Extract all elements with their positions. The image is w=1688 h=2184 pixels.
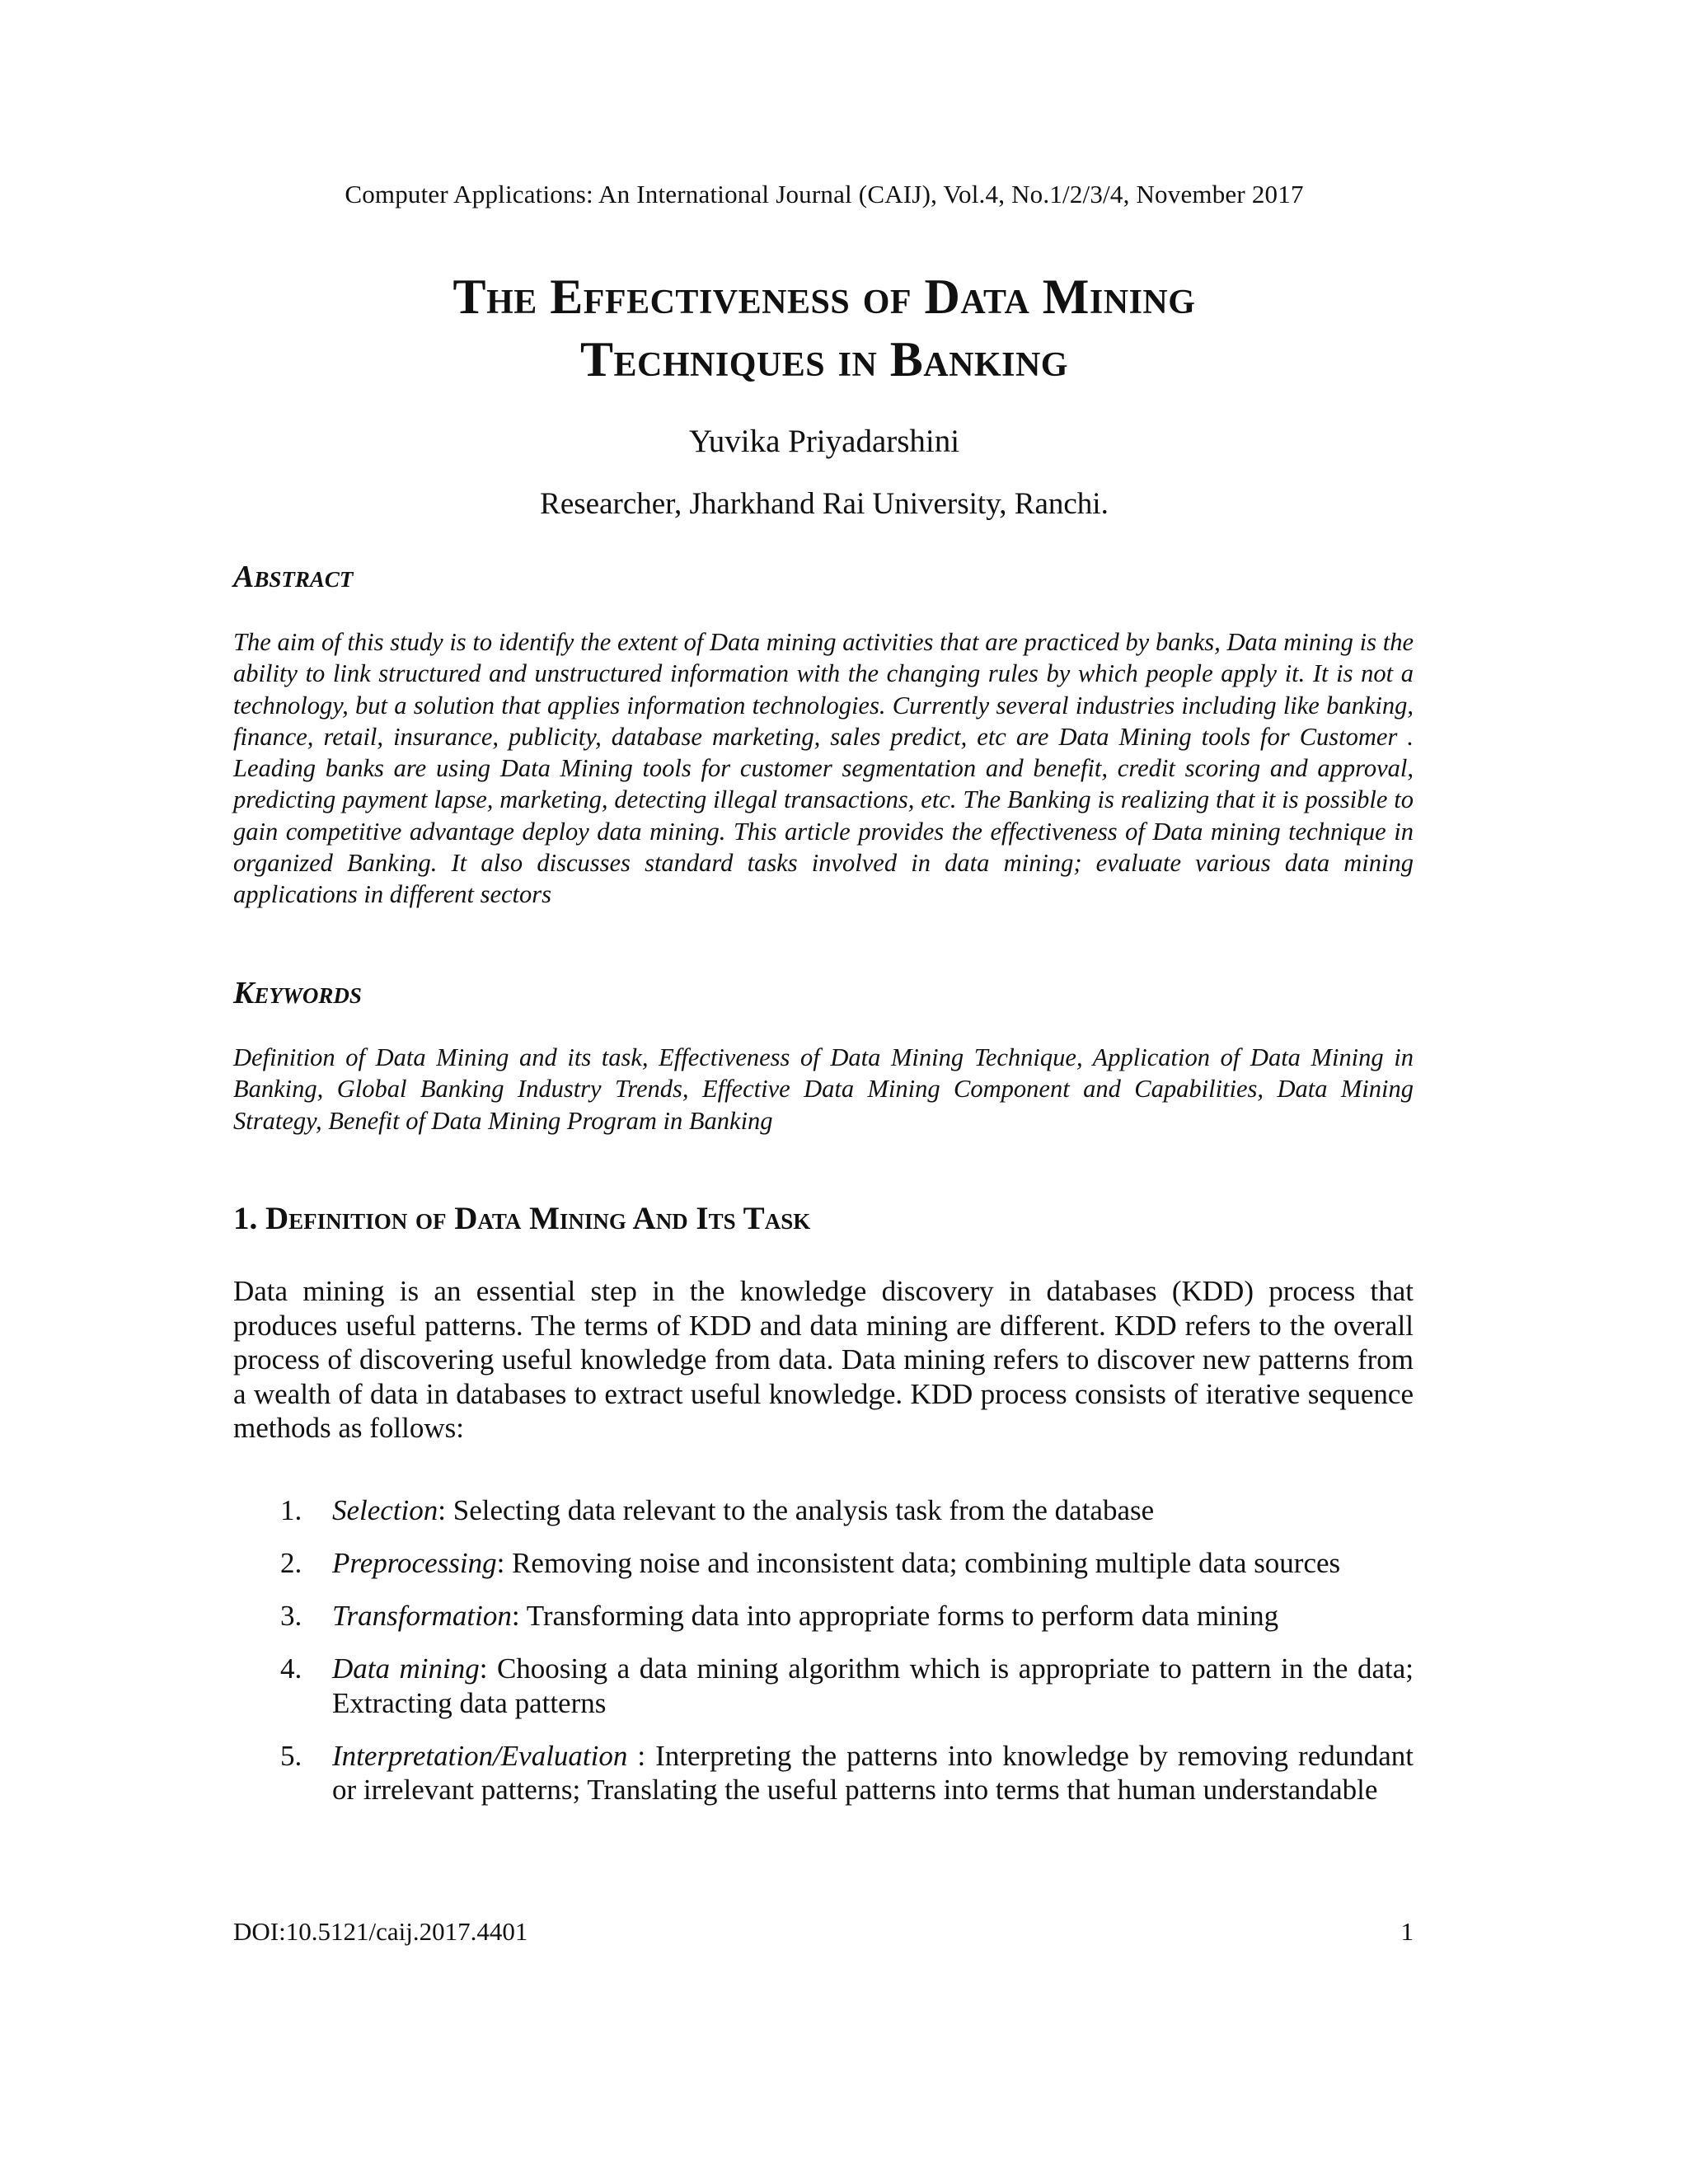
list-item: [233, 1546, 1414, 1581]
footer-page-number: 1: [1400, 1917, 1414, 1946]
list-item-term: Interpretation/Evaluation: [332, 1739, 628, 1772]
list-item-term: Data mining: [332, 1652, 480, 1685]
keywords-heading: Keywords: [233, 976, 362, 1010]
paper-title: [0, 265, 1648, 391]
title-line-1: The Effectiveness of Data Mining: [452, 269, 1196, 324]
author-name: Yuvika Priyadarshini: [688, 424, 960, 459]
list-item-term: Preprocessing: [332, 1547, 497, 1579]
list-item-term: Selection: [332, 1494, 438, 1526]
list-item-term: Transformation: [332, 1600, 512, 1632]
list-item-description: : Choosing a data mining algorithm which is appropriate to pattern in the data; Extracting data patterns: [332, 1652, 1414, 1719]
abstract-text: The aim of this study is to identify the extent of Data mining activities that are practiced by banks, Data mining is the ability to link structured and unstructured information with the changing rules by which people apply it. It is not a technology, but a solution that applies information technologies. Currently several industries including like banking, finance, retail, insurance, publicity, database marketing, sales predict, etc are Data Mining tools for Customer . Leading banks are using Data Mining tools for customer segmentation and benefit, credit scoring and approval, predicting payment lapse, marketing, detecting illegal transactions, etc. The Banking is realizing that it is possible to gain competitive advantage deploy data mining. This article provides the effectiveness of Data mining technique in organized Banking. It also discusses standard tasks involved in data mining; evaluate various data mining applications in different sectors: [233, 628, 1414, 909]
list-item: [233, 1739, 1414, 1807]
list-item-number: 5.: [280, 1739, 302, 1772]
author-affiliation: Researcher, Jharkhand Rai University, Ranchi.: [540, 487, 1109, 521]
abstract-heading: Abstract: [233, 560, 354, 594]
list-item-description: : Transforming data into appropriate forms to perform data mining: [511, 1600, 1279, 1632]
list-item-number: 2.: [280, 1547, 302, 1579]
list-item: [233, 1652, 1414, 1720]
list-item: [233, 1493, 1414, 1528]
list-item-number: 4.: [280, 1652, 302, 1685]
title-line-2: Techniques in Banking: [580, 332, 1068, 387]
list-item: [233, 1599, 1414, 1633]
kdd-steps-list: [233, 1493, 1414, 1825]
journal-header: Computer Applications: An International Journal (CAIJ), Vol.4, No.1/2/3/4, November 2017: [345, 180, 1304, 209]
list-item-description: : Removing noise and inconsistent data; combining multiple data sources: [496, 1547, 1341, 1579]
section-1-paragraph: Data mining is an essential step in the knowledge discovery in databases (KDD) process that produces useful patterns. The terms of KDD and data mining are different. KDD refers to the overall process of discovering useful knowledge from data. Data mining refers to discover new patterns from a wealth of data in databases to extract useful knowledge. KDD process consists of iterative sequence methods as follows:: [233, 1275, 1414, 1444]
section-1-heading: 1. Definition of Data Mining And Its Task: [233, 1201, 811, 1236]
list-item-number: 1.: [280, 1494, 302, 1526]
footer-doi: DOI:10.5121/caij.2017.4401: [233, 1917, 528, 1946]
keywords-text: Definition of Data Mining and its task, Effectiveness of Data Mining Technique, Application of Data Mining in Banking, Global Banking Industry Trends, Effective Data Mining Component and Capabilities, Data Mining Strategy, Benefit of Data Mining Program in Banking: [233, 1043, 1414, 1135]
list-item-number: 3.: [280, 1600, 302, 1632]
list-item-description: : Interpreting the patterns into knowledge by removing redundant or irrelevant patterns; Translating the useful patterns into terms that human understandable: [332, 1739, 1414, 1806]
list-item-description: : Selecting data relevant to the analysis task from the database: [438, 1494, 1155, 1526]
